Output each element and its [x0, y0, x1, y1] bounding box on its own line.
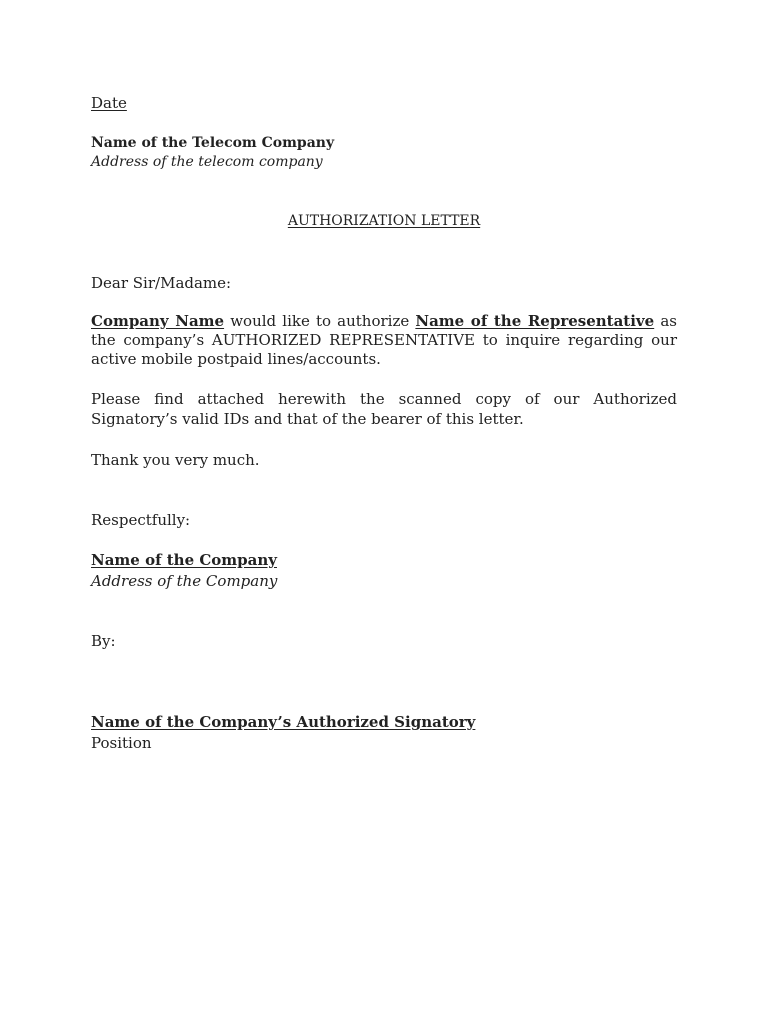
paragraph-text-b: as the company’s AUTHORIZED REPRESENTATIVE to inquire regarding our active mobile postpaid lines/accounts. [91, 312, 677, 368]
thanks-line: Thank you very much. [91, 451, 260, 469]
recipient-address: Address of the telecom company [91, 154, 323, 170]
by-label: By: [91, 632, 116, 650]
signatory-name: Name of the Company’s Authorized Signatory [91, 713, 476, 731]
sender-name: Name of the Company [91, 551, 277, 569]
date-label: Date [91, 94, 127, 112]
signatory-position: Position [91, 734, 152, 752]
recipient-name: Name of the Telecom Company [91, 135, 335, 151]
sender-address: Address of the Company [91, 572, 278, 590]
paragraph-authorization [91, 312, 677, 369]
salutation: Dear Sir/Madame: [91, 274, 232, 292]
paragraph-text-a: would like to authorize [224, 312, 416, 330]
paragraph-attachment: Please find attached herewith the scanned copy of our Authorized Signatory’s valid IDs and that of the bearer of this letter. [91, 390, 677, 428]
representative-name: Name of the Representative [415, 312, 655, 330]
company-name: Company Name [91, 312, 225, 330]
closing-line: Respectfully: [91, 511, 191, 529]
letter-title: AUTHORIZATION LETTER [287, 213, 481, 229]
